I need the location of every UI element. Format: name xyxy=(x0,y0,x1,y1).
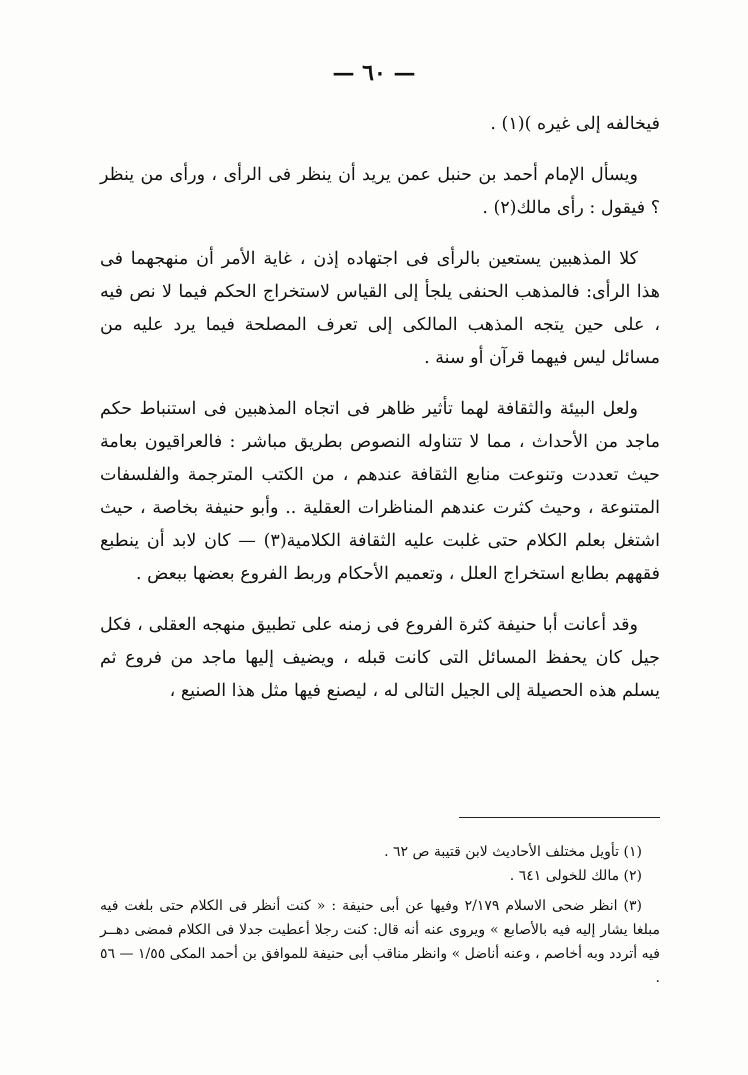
paragraph-2: ويسأل الإمام أحمد بن حنبل عمن يريد أن ينظر فى الرأى ، ورأى من ينظر ؟ فيقول : رأى مالك(٢) . xyxy=(100,165,660,218)
main-text xyxy=(100,108,660,726)
footnote-1: (١) تأويل مختلف الأحاديث لابن قتيبة ص ٦٢ . xyxy=(384,844,642,860)
page-number: — ٦٠ — xyxy=(332,60,416,86)
paragraph-4: ولعل البيئة والثقافة لهما تأثير ظاهر فى اتجاه المذهبين فى استنباط حكم ماجد من الأحداث ، مما لا تتناوله النصوص بطريق مباشر : فالعراقيون بعامة حيث تعددت وتنوعت منابع الثقافة عندهم ، من الكتب المترجمة والفلسفات المتنوعة ، وحيث كثرت عندهم المناظرات العقلية .. وأبو حنيفة بخاصة ، حيث اشتغل بعلم الكلام حتى غلبت عليه الثقافة الكلامية(٣) — كان لابد أن ينطبع فقههم بطابع استخراج العلل ، وتعميم الأحكام وربط الفروع بعضها ببعض . xyxy=(100,399,660,584)
footnotes xyxy=(100,840,660,990)
paragraph-5: وقد أعانت أبا حنيفة كثرة الفروع فى زمنه على تطبيق منهجه العقلى ، فكل جيل كان يحفظ المسائل التى كانت قبله ، ويضيف إليها ماجد من فروع ثم يسلم هذه الحصيلة إلى الجيل التالى له ، ليصنع فيها مثل هذا الصنيع ، xyxy=(100,615,660,701)
paragraph-3: كلا المذهبين يستعين بالرأى فى اجتهاده إذن ، غاية الأمر أن منهجهما فى هذا الرأى: فالمذهب الحنفى يلجأ إلى القياس لاستخراج الحكم فيما لا نص فيه ، على حين يتجه المذهب المالكى إلى تعرف المصلحة فيما يرد عليه من مسائل ليس فيهما قرآن أو سنة . xyxy=(100,249,660,368)
footnote-divider xyxy=(459,817,660,818)
footnote-2: (٢) مالك للخولى ٦٤١ . xyxy=(509,868,642,884)
footnote-3: (٣) انظر ضحى الاسلام ٢/١٧٩ وفيها عن أبى حنيفة : « كنت أنظر فى الكلام حتى بلغت فيه مبلغا يشار إليه فيه بالأصابع » ويروى عنه أنه قال: كنت رجلا أعطيت جدلا فى الكلام فمضى دهــر فيه أتردد وبه أخاصم ، وعنه أناضل » وانظر مناقب أبى حنيفة للموافق بن أحمد المكى ١/٥٥ — ٥٦ . xyxy=(100,898,660,986)
paragraph-1: فيخالفه إلى غيره )(١) . xyxy=(490,114,660,134)
